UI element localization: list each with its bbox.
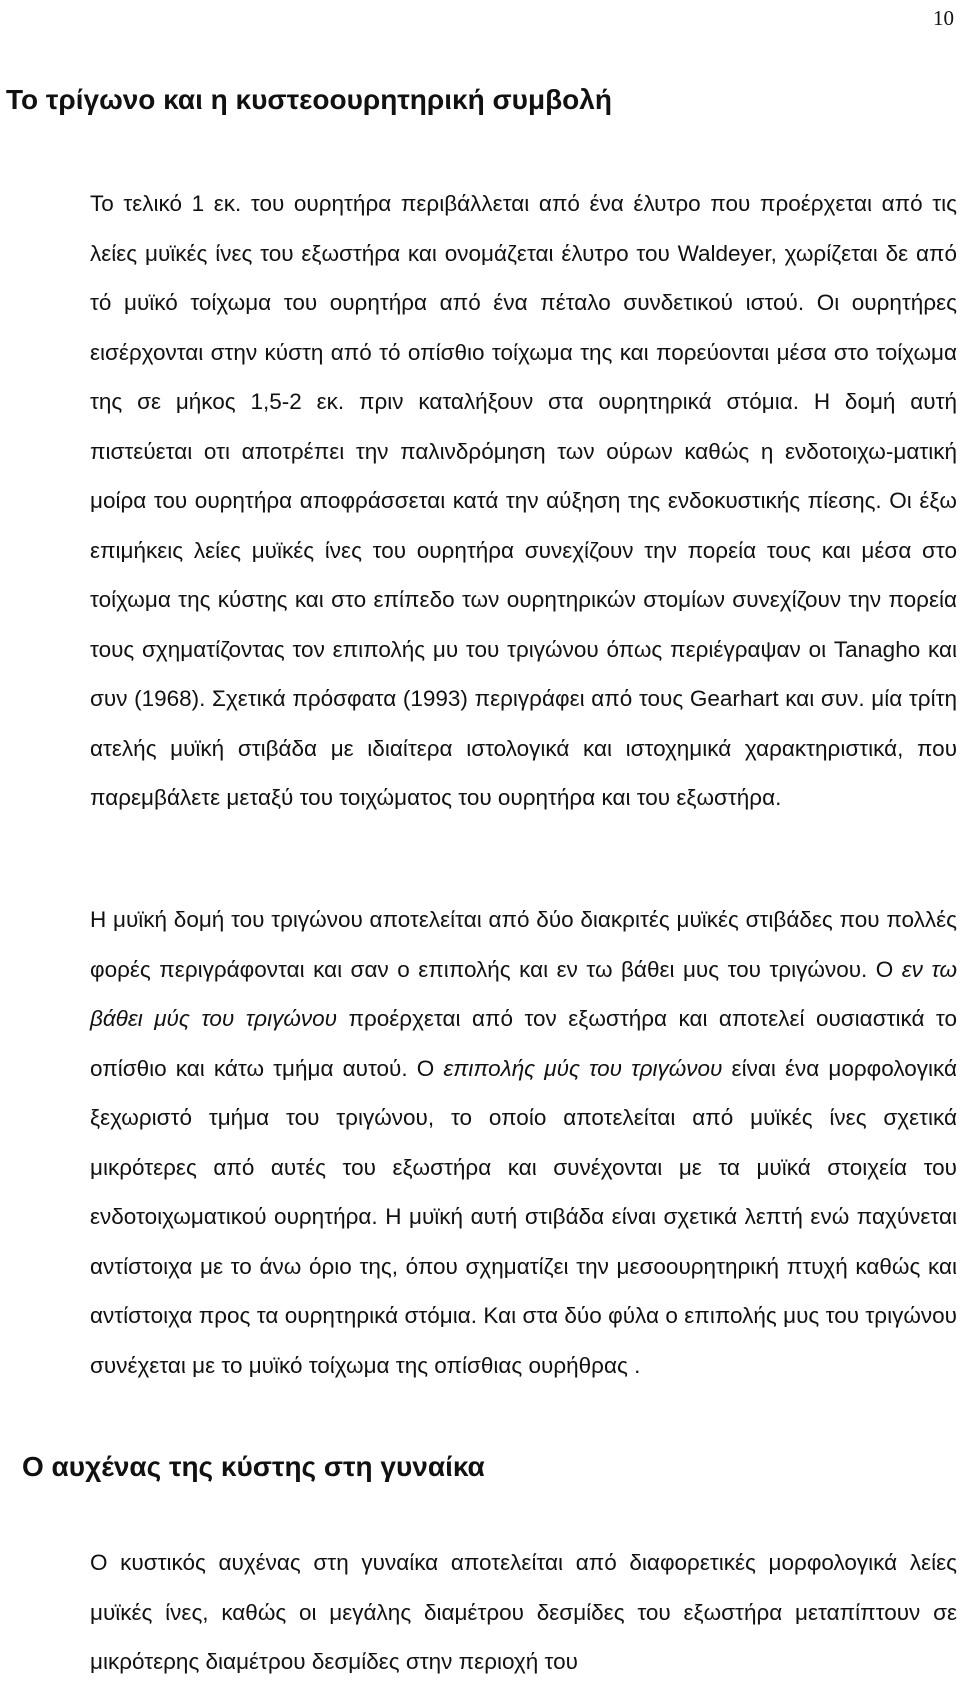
paragraph-text-segment: είναι ένα μορφολογικά ξεχωριστό τμήμα του τριγώνου, το οποίο αποτελείται από μυϊκές ίνες σχετικά μικρότερες από αυτές του εξωστήρα και συνέχονται με τα μυϊκά στοιχεία του ενδοτοιχωματικού ουρητήρα. Η μυϊκή αυτή στιβάδα είναι σχετικά λεπτή ενώ παχύνεται αντίστοιχα με το άνω όριο της, όπου σχηματίζει την μεσοουρητηρική πτυχή καθώς και αντίστοιχα προς τα ουρητηρικά στόμια. Και στα δύο φύλα ο επιπολής μυς του τριγώνου συνέχεται με το μυϊκό τοίχωμα της οπίσθιας ουρήθρας .	[90, 1055, 958, 1378]
paragraph-italic-superficial-muscle: επιπολής μύς του τριγώνου	[443, 1055, 723, 1081]
paragraph-italic-deep-muscle: εν τω βάθει μύς του τριγώνου	[90, 956, 957, 1031]
paragraph-ureter-sheath: Το τελικό 1 εκ. του ουρητήρα περιβάλλεται από ένα έλυτρο που προέρχεται από τις λείες μυϊκές ίνες του εξωστήρα και ονομάζεται έλυτρο του Waldeyer, χωρίζεται δε από τό μυϊκό τοίχωμα του ουρητήρα από ένα πέταλο συνδετικού ιστού. Οι ουρητήρες εισέρχονται στην κύστη από τό οπίσθιο τοίχωμα της και πορεύονται μέσα στο τοίχωμα της σε μήκος 1,5-2 εκ. πριν καταλήξουν στα ουρητηρικά στόμια. Η δομή αυτή πιστεύεται οτι αποτρέπει την παλινδρόμηση των ούρων καθώς η ενδοτοιχω-ματική μοίρα του ουρητήρα αποφράσσεται κατά την αύξηση της ενδοκυστικής πίεσης. Οι έξω επιμήκεις λείες μυϊκές ίνες του ουρητήρα συνεχίζουν την πορεία τους και μέσα στο τοίχωμα της κύστης και στο επίπεδο των ουρητηρικών στομίων συνεχίζουν την πορεία τους σχηματίζοντας τον επιπολής μυ του τριγώνου όπως περιέγραψαν οι Tanagho και συν (1968). Σχετικά πρόσφατα (1993) περιγράφει από τους Gearhart και συν. μία τρίτη ατελής μυϊκή στιβάδα με ιδιαίτερα ιστολογικά και ιστοχημικά χαρακτηριστικά, που παρεμβάλετε μεταξύ του τοιχώματος του ουρητήρα και του εξωστήρα.	[90, 191, 957, 810]
paragraph-text-segment: Η μυϊκή δομή του τριγώνου αποτελείται από δύο διακριτές μυϊκές στιβάδες που πολλές φορές περιγράφονται και σαν ο επιπολής και εν τω βάθει μυς του τριγώνου. Ο	[90, 907, 957, 982]
section-title-bladder-neck: Ο αυχένας της κύστης στη γυναίκα	[22, 1451, 485, 1482]
paragraph-trigone-muscle	[6, 895, 957, 1390]
paragraph-bladder-neck: Ο κυστικός αυχένας στη γυναίκα αποτελείται από διαφορετικές μορφολογικά λείες μυϊκές ίνες, καθώς οι μεγάλης διαμέτρου δεσμίδες του εξωστήρα μεταπίπτουν σε μικρότερης διαμέτρου δεσμίδες στην περιοχή του	[90, 1550, 957, 1674]
paragraph-text-segment: προέρχεται από τον εξωστήρα και αποτελεί ουσιαστικά το οπίσθιο και κάτω τμήμα αυτού. Ο	[90, 1006, 957, 1081]
page-number: 10	[933, 6, 954, 30]
section-title-trigone: Το τρίγωνο και η κυστεοουρητηρική συμβολή	[6, 84, 612, 115]
